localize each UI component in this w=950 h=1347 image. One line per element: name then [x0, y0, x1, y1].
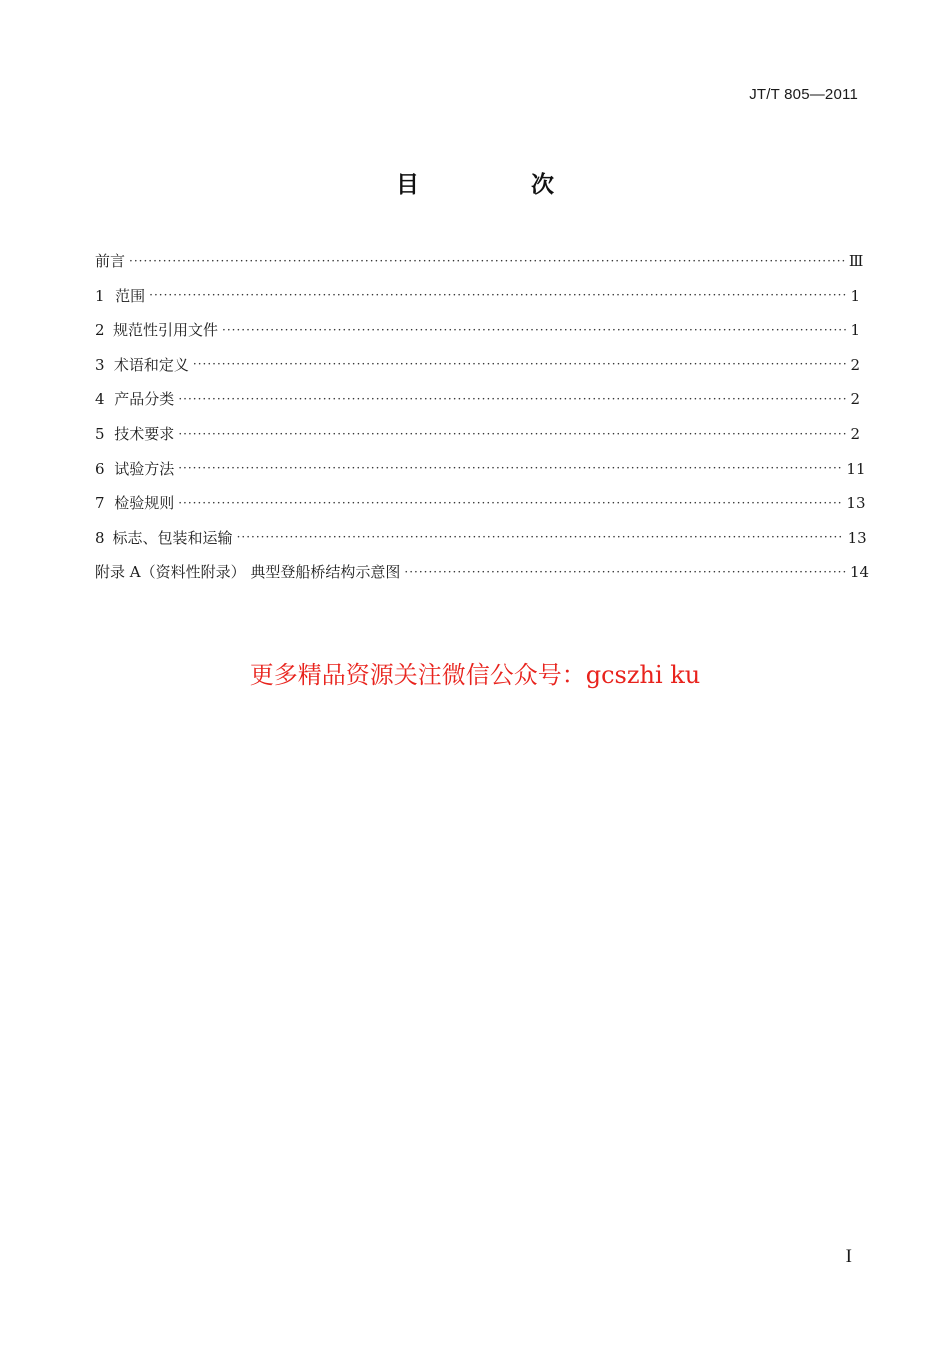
page-number: I [845, 1246, 852, 1267]
toc-entry-label: 试验方法 [114, 459, 175, 478]
toc-entry-classification[interactable] [95, 382, 860, 417]
toc-entry-label: 规范性引用文件 [113, 321, 219, 340]
toc-entry-number: 6 [95, 459, 105, 478]
toc-entry-number: 8 [95, 528, 105, 547]
toc-entry-marking-packaging[interactable] [95, 521, 867, 556]
toc-entry-page: 13 [846, 494, 866, 513]
toc-entry-inspection-rules[interactable] [95, 486, 866, 521]
toc-entry-page: 13 [847, 528, 867, 547]
toc-entry-terms-definitions[interactable] [95, 348, 860, 383]
toc-entry-page: 2 [850, 355, 860, 374]
toc-entry-page: Ⅲ [848, 252, 864, 270]
toc-leader-dots [404, 555, 846, 589]
toc-entry-page: 11 [846, 459, 866, 478]
toc-entry-number: 2 [95, 321, 105, 340]
toc-entry-normative-references[interactable] [95, 313, 860, 348]
toc-entry-technical-requirements[interactable] [95, 417, 860, 452]
toc-entry-page: 14 [850, 563, 870, 582]
toc-entry-label: 产品分类 [114, 390, 175, 409]
toc-leader-dots [149, 278, 846, 312]
toc-entry-page: 1 [850, 286, 860, 305]
toc-entry-label: 标志、包装和运输 [112, 528, 233, 547]
toc-entry-test-methods[interactable] [95, 452, 866, 487]
toc-leader-dots [237, 520, 844, 554]
toc-leader-dots [129, 244, 845, 278]
toc-entry-page: 2 [850, 424, 860, 443]
toc-leader-dots [178, 417, 846, 451]
toc-entry-foreword[interactable] [95, 244, 864, 279]
toc-entry-number: 5 [95, 424, 105, 443]
toc-entry-page: 1 [850, 321, 860, 340]
toc-entry-annex-a[interactable] [95, 555, 870, 590]
toc-entry-label: 范围 [115, 286, 146, 305]
toc-entry-page: 2 [850, 390, 860, 409]
toc-leader-dots [178, 382, 846, 416]
toc-entry-label: 技术要求 [114, 424, 175, 443]
document-code: JT/T 805—2011 [749, 86, 858, 103]
toc-entry-scope[interactable] [95, 279, 860, 314]
toc-entry-number: 1 [95, 286, 105, 305]
toc-leader-dots [222, 313, 846, 347]
toc-entry-label: 附录 A（资料性附录） 典型登船桥结构示意图 [95, 563, 401, 582]
toc-entry-label: 前言 [95, 252, 126, 270]
toc-entry-number: 7 [95, 494, 105, 513]
toc-title: 目 次 [395, 172, 606, 198]
toc-entry-number: 3 [95, 355, 105, 374]
promo-banner-text: 更多精品资源关注微信公众号：gcszhi ku [249, 661, 701, 689]
toc-entry-number: 4 [95, 390, 105, 409]
toc-leader-dots [178, 486, 842, 520]
toc-leader-dots [193, 347, 846, 381]
toc-leader-dots [178, 451, 842, 485]
toc-list [95, 244, 870, 590]
toc-entry-label: 术语和定义 [113, 355, 189, 374]
toc-entry-label: 检验规则 [114, 494, 175, 513]
